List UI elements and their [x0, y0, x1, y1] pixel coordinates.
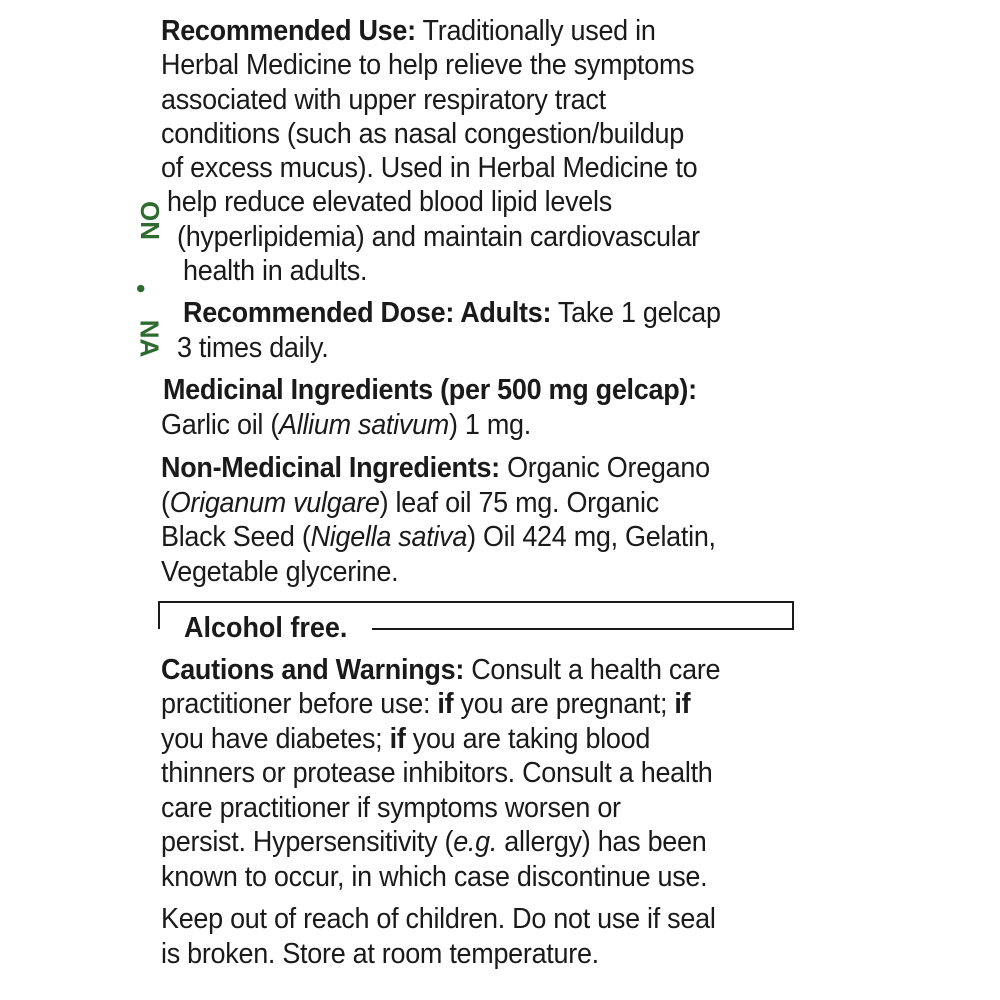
cautions-emphasis: if — [674, 688, 691, 720]
cautions-text: allergy) has been — [497, 826, 707, 858]
ingredient-text: Garlic oil ( — [161, 409, 280, 441]
cautions-text: persist. Hypersensitivity ( — [161, 826, 454, 858]
edge-rotated-text — [126, 195, 165, 375]
cautions-text: you are taking blood — [405, 723, 651, 755]
non-medicinal-text: Organic Oregano — [499, 452, 710, 484]
non-medicinal-heading: Non-Medicinal Ingredients: — [161, 452, 500, 484]
cautions-line — [161, 687, 690, 721]
non-medicinal-text: ) Oil 424 mg, Gelatin, — [467, 521, 716, 553]
cautions-italic: e.g. — [453, 826, 498, 858]
edge-text-segment: ON — [135, 201, 165, 240]
recommended-use-text: of excess mucus). Used in Herbal Medicine to — [161, 152, 698, 184]
cautions-text: care practitioner if symptoms worsen or — [161, 792, 621, 824]
recommended-dose-text: 3 times daily. — [177, 332, 329, 364]
ingredient-latin-name: Allium sativum — [279, 409, 449, 441]
cautions-text: you have diabetes; — [161, 723, 390, 755]
cautions-heading: Cautions and Warnings: — [161, 654, 465, 686]
storage-text: Keep out of reach of children. Do not use if seal — [161, 903, 716, 935]
non-medicinal-text: ) leaf oil 75 mg. Organic — [379, 487, 659, 519]
cautions-line — [161, 653, 720, 687]
alcohol-free-text: Alcohol free. — [184, 611, 353, 645]
non-medicinal-text: ( — [161, 487, 170, 519]
ingredient-latin-name: Nigella sativa — [310, 521, 468, 553]
recommended-use-line — [161, 14, 656, 48]
cautions-text: Consult a health care — [464, 654, 721, 686]
recommended-use-heading: Recommended Use: — [161, 15, 416, 47]
cautions-emphasis: if — [437, 688, 454, 720]
cautions-text: you are pregnant; — [453, 688, 675, 720]
recommended-use-text: associated with upper respiratory tract — [161, 84, 606, 116]
edge-text-segment: • — [126, 283, 157, 294]
non-medicinal-text: Black Seed ( — [161, 521, 311, 553]
recommended-dose-heading: Recommended Dose: Adults: — [183, 297, 552, 329]
non-medicinal-line — [161, 451, 710, 485]
recommended-use-text: conditions (such as nasal congestion/buildup — [161, 118, 684, 150]
recommended-dose-text: Take 1 gelcap — [551, 297, 721, 329]
edge-text-segment: NA — [134, 319, 165, 358]
recommended-dose-line — [183, 296, 721, 330]
ingredient-latin-name: Origanum vulgare — [169, 487, 380, 519]
storage-text: is broken. Store at room temperature. — [161, 938, 599, 970]
medicinal-ingredients-heading: Medicinal Ingredients (per 500 mg gelcap): — [163, 374, 697, 406]
ingredient-text: ) 1 mg. — [448, 409, 531, 441]
recommended-use-text: help reduce elevated blood lipid levels — [167, 186, 612, 218]
cautions-text: thinners or protease inhibitors. Consult a health — [161, 757, 713, 789]
cautions-line — [161, 825, 706, 859]
non-medicinal-line — [161, 486, 659, 520]
cautions-line — [161, 722, 650, 756]
cautions-text: known to occur, in which case discontinue use. — [161, 861, 708, 893]
recommended-use-text: Herbal Medicine to help relieve the symptoms — [161, 49, 695, 81]
cautions-emphasis: if — [389, 723, 406, 755]
cautions-text: practitioner before use: — [161, 688, 438, 720]
non-medicinal-line — [161, 520, 716, 554]
alcohol-free-rule — [372, 628, 794, 630]
medicinal-ingredients-line — [161, 408, 531, 442]
recommended-use-text: health in adults. — [183, 255, 368, 287]
recommended-use-text: (hyperlipidemia) and maintain cardiovascular — [177, 221, 700, 253]
recommended-use-text: Traditionally used in — [415, 15, 656, 47]
non-medicinal-text: Vegetable glycerine. — [161, 556, 399, 588]
